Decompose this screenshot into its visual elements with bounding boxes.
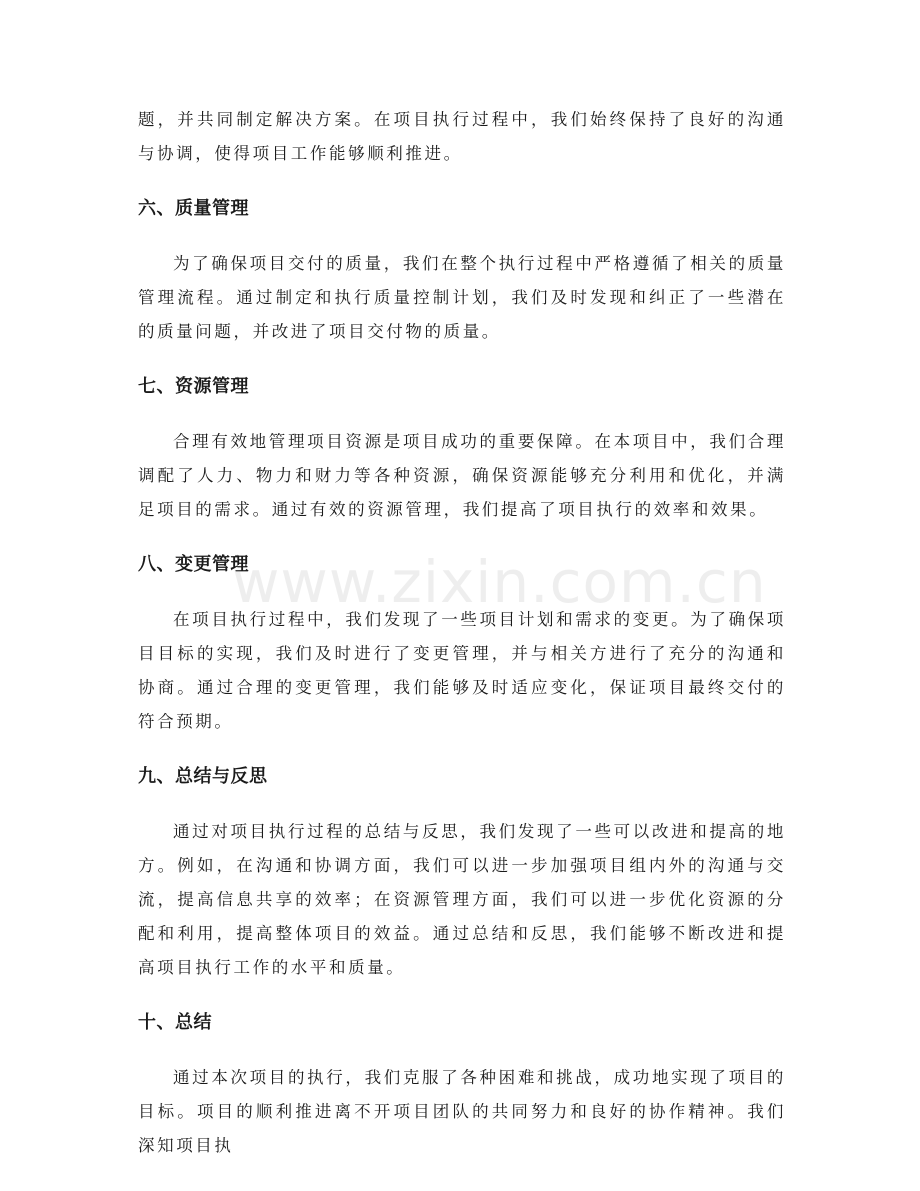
paragraph-reflection: 通过对项目执行过程的总结与反思，我们发现了一些可以改进和提高的地方。例如，在沟通和协调方面，我们可以进一步加强项目组内外的沟通与交流，提高信息共享的效率；在资源管理方面，我们可以进一步优化资源的分配和利用，提高整体项目的效益。通过总结和反思，我们能够不断改进和提高项目执行工作的水平和质量。	[138, 822, 786, 977]
paragraph-change: 在项目执行过程中，我们发现了一些项目计划和需求的变更。为了确保项目目标的实现，我们及时进行了变更管理，并与相关方进行了充分的沟通和协商。通过合理的变更管理，我们能够及时适应变化，保证项目最终交付的符合预期。	[138, 610, 786, 731]
paragraph-resources: 合理有效地管理项目资源是项目成功的重要保障。在本项目中，我们合理调配了人力、物力和财力等各种资源，确保资源能够充分利用和优化，并满足项目的需求。通过有效的资源管理，我们提高了项目执行的效率和效果。	[138, 432, 786, 519]
paragraph-continuation: 题，并共同制定解决方案。在项目执行过程中，我们始终保持了良好的沟通与协调，使得项目工作能够顺利推进。	[138, 110, 786, 163]
section-heading-quality: 六、质量管理	[138, 198, 249, 219]
paragraph-quality: 为了确保项目交付的质量，我们在整个执行过程中严格遵循了相关的质量管理流程。通过制定和执行质量控制计划，我们及时发现和纠正了一些潜在的质量问题，并改进了项目交付物的质量。	[138, 254, 786, 341]
section-heading-resources: 七、资源管理	[138, 376, 249, 397]
section-heading-change: 八、变更管理	[138, 554, 249, 575]
paragraph-summary: 通过本次项目的执行，我们克服了各种困难和挑战，成功地实现了项目的目标。项目的顺利推进离不开项目团队的共同努力和良好的协作精神。我们深知项目执	[138, 1068, 786, 1155]
section-heading-summary: 十、总结	[138, 1012, 212, 1033]
watermark-text: www.zixin.com.cn	[232, 548, 767, 616]
document-body	[138, 103, 786, 1163]
section-heading-reflection: 九、总结与反思	[138, 766, 268, 787]
